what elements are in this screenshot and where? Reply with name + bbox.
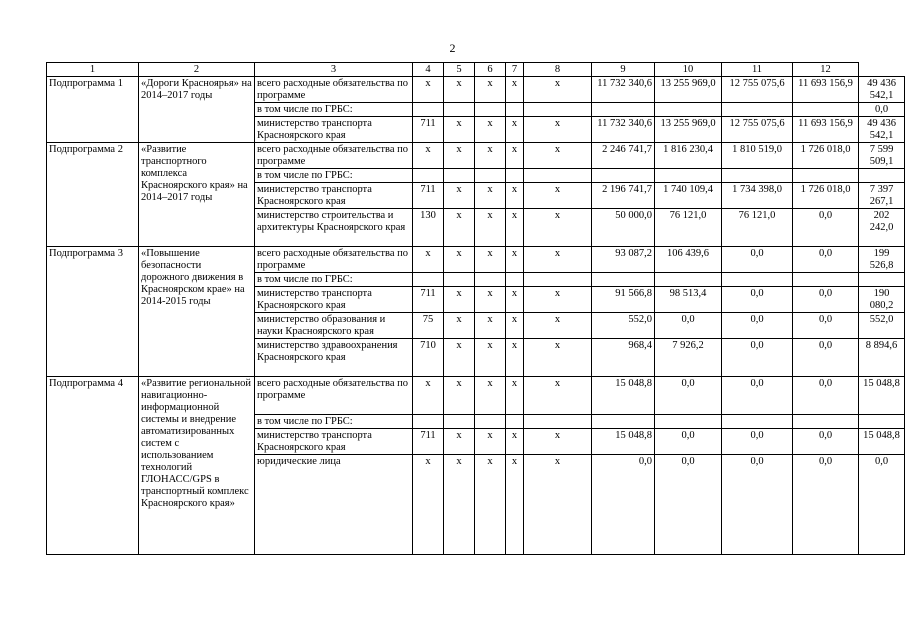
value-col-12 <box>859 169 905 183</box>
x-marker: х <box>475 339 506 377</box>
x-marker: х <box>444 377 475 415</box>
row-label: министерство строительства и архитектуры Красноярского края <box>255 209 413 247</box>
value-col-9 <box>655 103 722 117</box>
value-col-12 <box>859 415 905 429</box>
x-marker-col7: х <box>524 117 592 143</box>
grbs-code <box>413 169 444 183</box>
x-marker: х <box>506 429 524 455</box>
x-marker-col7: х <box>524 209 592 247</box>
grbs-code: х <box>413 143 444 169</box>
value-col-8: 50 000,0 <box>592 209 655 247</box>
table-body <box>47 63 905 555</box>
x-marker <box>444 415 475 429</box>
x-marker: х <box>506 117 524 143</box>
grbs-code: 130 <box>413 209 444 247</box>
value-col-9: 13 255 969,0 <box>655 77 722 103</box>
value-col-12: 7 397 267,1 <box>859 183 905 209</box>
value-col-11: 11 693 156,9 <box>793 77 859 103</box>
x-marker <box>444 273 475 287</box>
table-row <box>47 143 905 169</box>
x-marker: х <box>475 77 506 103</box>
x-marker: х <box>475 117 506 143</box>
value-col-8 <box>592 103 655 117</box>
x-marker <box>475 273 506 287</box>
row-label: в том числе по ГРБС: <box>255 415 413 429</box>
value-col-11 <box>793 415 859 429</box>
budget-table <box>46 62 905 555</box>
value-col-8: 2 246 741,7 <box>592 143 655 169</box>
table-row <box>47 77 905 103</box>
x-marker: х <box>475 377 506 415</box>
col-header-5: 5 <box>444 63 475 77</box>
col-header-12: 12 <box>793 63 859 77</box>
x-marker: х <box>475 143 506 169</box>
subprogram-title: «Развитие региональной навигационно-информационной системы и внедрение автоматизированных систем с использованием технологий ГЛОНАСС/GPS в транспортный комплекс Красноярского края» <box>139 377 255 555</box>
x-marker-col7 <box>524 273 592 287</box>
value-col-10: 1 810 519,0 <box>722 143 793 169</box>
value-col-12: 15 048,8 <box>859 429 905 455</box>
value-col-8: 552,0 <box>592 313 655 339</box>
x-marker: х <box>475 183 506 209</box>
x-marker <box>506 169 524 183</box>
x-marker: х <box>444 339 475 377</box>
value-col-12: 199 526,8 <box>859 247 905 273</box>
value-col-10: 76 121,0 <box>722 209 793 247</box>
x-marker <box>506 103 524 117</box>
grbs-code: х <box>413 77 444 103</box>
subprogram-name: Подпрограмма 3 <box>47 247 139 377</box>
value-col-11: 0,0 <box>793 377 859 415</box>
value-col-8: 11 732 340,6 <box>592 77 655 103</box>
x-marker: х <box>506 287 524 313</box>
x-marker: х <box>475 455 506 555</box>
value-col-9: 0,0 <box>655 377 722 415</box>
row-label: в том числе по ГРБС: <box>255 169 413 183</box>
x-marker: х <box>475 313 506 339</box>
x-marker-col7: х <box>524 247 592 273</box>
value-col-12: 8 894,6 <box>859 339 905 377</box>
value-col-10: 0,0 <box>722 455 793 555</box>
subprogram-title: «Дороги Красноярья» на 2014–2017 годы <box>139 77 255 143</box>
value-col-11: 0,0 <box>793 247 859 273</box>
value-col-11: 0,0 <box>793 209 859 247</box>
value-col-10: 0,0 <box>722 313 793 339</box>
x-marker <box>475 103 506 117</box>
value-col-12: 49 436 542,1 <box>859 77 905 103</box>
col-header-6: 6 <box>475 63 506 77</box>
value-col-12: 202 242,0 <box>859 209 905 247</box>
value-col-12: 49 436 542,1 <box>859 117 905 143</box>
value-col-12: 190 080,2 <box>859 287 905 313</box>
grbs-code <box>413 415 444 429</box>
row-label: министерство транспорта Красноярского края <box>255 429 413 455</box>
table-row <box>47 247 905 273</box>
value-col-8: 968,4 <box>592 339 655 377</box>
value-col-8: 15 048,8 <box>592 429 655 455</box>
column-number-row <box>47 63 905 77</box>
value-col-11: 1 726 018,0 <box>793 183 859 209</box>
row-label: всего расходные обязательства по программе <box>255 77 413 103</box>
col-header-2: 2 <box>139 63 255 77</box>
value-col-9: 1 740 109,4 <box>655 183 722 209</box>
subprogram-title: «Повышение безопасности дорожного движения в Красноярском крае» на 2014-2015 годы <box>139 247 255 377</box>
grbs-code: 711 <box>413 287 444 313</box>
grbs-code: х <box>413 247 444 273</box>
col-header-1: 1 <box>47 63 139 77</box>
row-label: министерство транспорта Красноярского края <box>255 287 413 313</box>
x-marker: х <box>444 117 475 143</box>
x-marker: х <box>444 209 475 247</box>
x-marker-col7: х <box>524 429 592 455</box>
x-marker: х <box>506 209 524 247</box>
x-marker: х <box>506 77 524 103</box>
x-marker-col7: х <box>524 339 592 377</box>
row-label: министерство образования и науки Красноярского края <box>255 313 413 339</box>
x-marker-col7: х <box>524 455 592 555</box>
value-col-10: 0,0 <box>722 287 793 313</box>
value-col-11: 0,0 <box>793 339 859 377</box>
grbs-code: 710 <box>413 339 444 377</box>
value-col-11: 0,0 <box>793 313 859 339</box>
value-col-8: 93 087,2 <box>592 247 655 273</box>
value-col-10: 1 734 398,0 <box>722 183 793 209</box>
col-header-10: 10 <box>655 63 722 77</box>
row-label: министерство транспорта Красноярского края <box>255 183 413 209</box>
value-col-8: 15 048,8 <box>592 377 655 415</box>
x-marker: х <box>506 313 524 339</box>
grbs-code: 75 <box>413 313 444 339</box>
row-label: министерство транспорта Красноярского края <box>255 117 413 143</box>
value-col-11 <box>793 169 859 183</box>
value-col-9: 106 439,6 <box>655 247 722 273</box>
x-marker: х <box>506 183 524 209</box>
row-label: министерство здравоохранения Красноярского края <box>255 339 413 377</box>
value-col-11 <box>793 103 859 117</box>
col-header-4: 4 <box>413 63 444 77</box>
value-col-9: 7 926,2 <box>655 339 722 377</box>
x-marker-col7: х <box>524 77 592 103</box>
value-col-10: 0,0 <box>722 429 793 455</box>
x-marker: х <box>444 429 475 455</box>
x-marker: х <box>506 247 524 273</box>
x-marker-col7: х <box>524 183 592 209</box>
value-col-8 <box>592 273 655 287</box>
value-col-10: 0,0 <box>722 247 793 273</box>
value-col-9: 0,0 <box>655 313 722 339</box>
grbs-code: 711 <box>413 183 444 209</box>
row-label: всего расходные обязательства по программе <box>255 247 413 273</box>
value-col-9: 1 816 230,4 <box>655 143 722 169</box>
value-col-10: 0,0 <box>722 339 793 377</box>
x-marker-col7: х <box>524 287 592 313</box>
x-marker: х <box>475 247 506 273</box>
x-marker-col7: х <box>524 143 592 169</box>
value-col-9 <box>655 415 722 429</box>
x-marker: х <box>444 77 475 103</box>
subprogram-name: Подпрограмма 2 <box>47 143 139 247</box>
x-marker-col7: х <box>524 377 592 415</box>
value-col-12: 15 048,8 <box>859 377 905 415</box>
grbs-code: 711 <box>413 117 444 143</box>
row-label: всего расходные обязательства по программе <box>255 377 413 415</box>
x-marker: х <box>475 429 506 455</box>
col-header-7: 7 <box>506 63 524 77</box>
value-col-10 <box>722 273 793 287</box>
x-marker: х <box>475 287 506 313</box>
x-marker-col7 <box>524 169 592 183</box>
value-col-8: 0,0 <box>592 455 655 555</box>
col-header-8: 8 <box>524 63 592 77</box>
row-label: всего расходные обязательства по программе <box>255 143 413 169</box>
x-marker: х <box>444 247 475 273</box>
subprogram-title: «Развитие транспортного комплекса Красноярского края» на 2014–2017 годы <box>139 143 255 247</box>
value-col-11 <box>793 273 859 287</box>
value-col-8 <box>592 415 655 429</box>
x-marker: х <box>444 143 475 169</box>
row-label: юридические лица <box>255 455 413 555</box>
x-marker: х <box>506 377 524 415</box>
page-number: 2 <box>449 41 456 55</box>
x-marker: х <box>444 455 475 555</box>
value-col-9: 98 513,4 <box>655 287 722 313</box>
col-header-11: 11 <box>722 63 793 77</box>
row-label: в том числе по ГРБС: <box>255 273 413 287</box>
grbs-code: 711 <box>413 429 444 455</box>
value-col-11: 0,0 <box>793 287 859 313</box>
value-col-10 <box>722 103 793 117</box>
value-col-11: 1 726 018,0 <box>793 143 859 169</box>
x-marker <box>444 103 475 117</box>
value-col-8: 11 732 340,6 <box>592 117 655 143</box>
x-marker <box>475 415 506 429</box>
value-col-10 <box>722 415 793 429</box>
value-col-11: 0,0 <box>793 429 859 455</box>
value-col-10: 12 755 075,6 <box>722 77 793 103</box>
value-col-11: 11 693 156,9 <box>793 117 859 143</box>
x-marker-col7 <box>524 415 592 429</box>
x-marker-col7 <box>524 103 592 117</box>
x-marker: х <box>506 339 524 377</box>
col-header-9: 9 <box>592 63 655 77</box>
value-col-9: 76 121,0 <box>655 209 722 247</box>
x-marker <box>506 415 524 429</box>
grbs-code: х <box>413 377 444 415</box>
value-col-10: 0,0 <box>722 377 793 415</box>
x-marker <box>506 273 524 287</box>
value-col-8: 91 566,8 <box>592 287 655 313</box>
x-marker: х <box>506 143 524 169</box>
x-marker <box>444 169 475 183</box>
subprogram-name: Подпрограмма 4 <box>47 377 139 555</box>
x-marker: х <box>444 287 475 313</box>
value-col-10: 12 755 075,6 <box>722 117 793 143</box>
value-col-12: 552,0 <box>859 313 905 339</box>
value-col-12: 0,0 <box>859 103 905 117</box>
x-marker: х <box>444 313 475 339</box>
value-col-12: 0,0 <box>859 455 905 555</box>
x-marker: х <box>506 455 524 555</box>
grbs-code: х <box>413 455 444 555</box>
value-col-8 <box>592 169 655 183</box>
x-marker: х <box>444 183 475 209</box>
x-marker-col7: х <box>524 313 592 339</box>
subprogram-name: Подпрограмма 1 <box>47 77 139 143</box>
value-col-9: 0,0 <box>655 429 722 455</box>
col-header-3: 3 <box>255 63 413 77</box>
value-col-12 <box>859 273 905 287</box>
row-label: в том числе по ГРБС: <box>255 103 413 117</box>
x-marker <box>475 169 506 183</box>
grbs-code <box>413 103 444 117</box>
table-row <box>47 377 905 415</box>
x-marker: х <box>475 209 506 247</box>
value-col-9: 13 255 969,0 <box>655 117 722 143</box>
value-col-12: 7 599 509,1 <box>859 143 905 169</box>
value-col-8: 2 196 741,7 <box>592 183 655 209</box>
value-col-11: 0,0 <box>793 455 859 555</box>
value-col-9 <box>655 169 722 183</box>
value-col-9 <box>655 273 722 287</box>
value-col-10 <box>722 169 793 183</box>
grbs-code <box>413 273 444 287</box>
value-col-9: 0,0 <box>655 455 722 555</box>
